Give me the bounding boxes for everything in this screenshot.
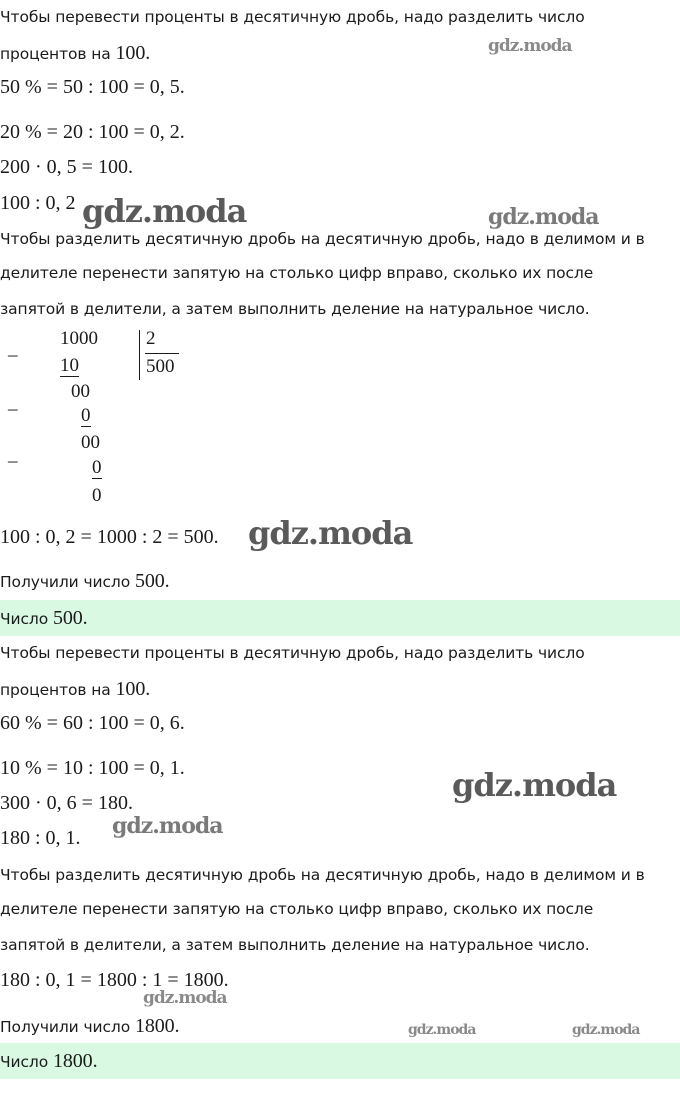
- equation-division-result: 100 : 0, 2 = 1000 : 2 = 500.: [0, 526, 219, 548]
- watermark: gdz.moda: [248, 514, 413, 552]
- rule-1-line-1: Чтобы разделить десятичную дробь на десятичную дробь, надо в делимом и в: [0, 230, 645, 248]
- equation-180-div: 180 : 0, 1.: [0, 827, 81, 849]
- answer-1: Число 500.: [0, 607, 88, 629]
- result-1: Получили число 500.: [0, 570, 170, 592]
- watermark: gdz.moda: [82, 192, 247, 230]
- watermark: gdz.moda: [408, 1022, 476, 1038]
- watermark: gdz.moda: [488, 36, 572, 56]
- intro-1-line-2: процентов на 100.: [0, 42, 151, 64]
- rule-1-line-3: запятой в делители, а затем выполнить деление на натуральное число.: [0, 300, 590, 318]
- watermark: gdz.moda: [112, 813, 223, 839]
- intro-2-line-1: Чтобы перевести проценты в десятичную дробь, надо разделить число: [0, 644, 585, 662]
- answer-2: Число 1800.: [0, 1050, 98, 1072]
- intro-1-line-1: Чтобы перевести проценты в десятичную дробь, надо разделить число: [0, 8, 585, 26]
- equation-180-result: 180 : 0, 1 = 1800 : 1 = 1800.: [0, 969, 229, 991]
- division-minus-1: _: [8, 338, 18, 359]
- division-subtrahend-3: 0: [92, 457, 102, 478]
- rule-2-line-3: запятой в делители, а затем выполнить деление на натуральное число.: [0, 936, 590, 954]
- equation-100-div: 100 : 0, 2: [0, 192, 76, 214]
- division-dividend: 1000: [60, 328, 98, 349]
- watermark: gdz.moda: [143, 988, 227, 1008]
- equation-50-percent: 50 % = 50 : 100 = 0, 5.: [0, 76, 185, 98]
- answer-2-box: [0, 1043, 680, 1079]
- division-subtrahend-1: 10: [60, 355, 79, 376]
- division-minus-3: _: [8, 444, 18, 465]
- equation-300-times: 300 · 0, 6 = 180.: [0, 792, 133, 814]
- answer-1-box: [0, 600, 680, 636]
- intro-2-line-2: процентов на 100.: [0, 678, 151, 700]
- rule-1-line-2: делителе перенести запятую на столько цифр вправо, сколько их после: [0, 264, 594, 282]
- equation-20-percent: 20 % = 20 : 100 = 0, 2.: [0, 121, 185, 143]
- division-divisor: 2: [146, 328, 156, 349]
- watermark: gdz.moda: [488, 204, 599, 230]
- rule-2-line-1: Чтобы разделить десятичную дробь на десятичную дробь, надо в делимом и в: [0, 866, 645, 884]
- division-vertical-bar: [139, 330, 140, 380]
- result-2: Получили число 1800.: [0, 1015, 180, 1037]
- division-remainder-1: 00: [71, 381, 90, 402]
- division-subtrahend-2: 0: [81, 405, 91, 426]
- watermark: gdz.moda: [572, 1022, 640, 1038]
- rule-2-line-2: делителе перенести запятую на столько цифр вправо, сколько их после: [0, 900, 594, 918]
- watermark: gdz.moda: [452, 766, 617, 804]
- equation-60-percent: 60 % = 60 : 100 = 0, 6.: [0, 712, 185, 734]
- division-divisor-line: [145, 353, 179, 354]
- division-remainder-3: 0: [92, 485, 102, 506]
- equation-10-percent: 10 % = 10 : 100 = 0, 1.: [0, 757, 185, 779]
- division-minus-2: _: [8, 392, 18, 413]
- equation-200-times: 200 · 0, 5 = 100.: [0, 156, 133, 178]
- division-remainder-2: 00: [81, 432, 100, 453]
- division-quotient: 500: [146, 356, 175, 377]
